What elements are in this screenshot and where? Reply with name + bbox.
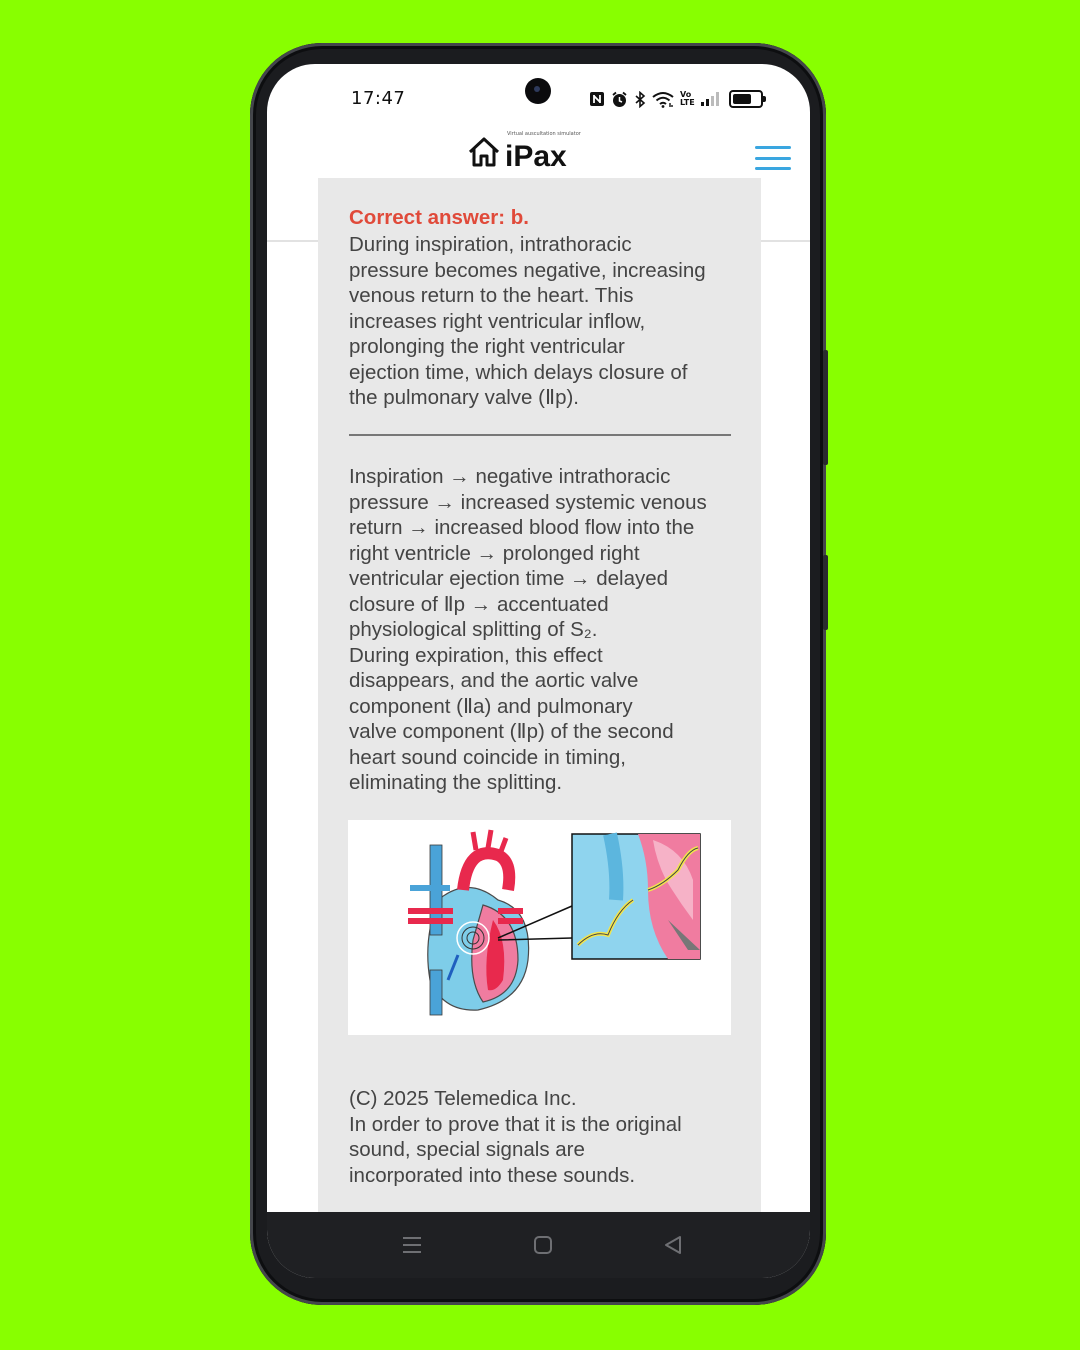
back-triangle-icon[interactable] [658,1232,688,1258]
status-icons [589,88,763,110]
hamburger-menu-icon[interactable] [755,146,791,170]
volte-icon: Vo LTE [680,90,695,107]
front-camera [525,78,551,104]
phone-side-button [823,350,828,465]
answer-panel [318,178,761,1218]
home-square-icon[interactable] [528,1232,558,1258]
alarm-icon [611,91,628,108]
mechanism-explanation [349,464,741,796]
wifi-icon [652,91,674,108]
ipax-logo[interactable] [467,130,581,184]
signal-icon [701,92,719,106]
nfc-icon [589,91,605,107]
home-icon [467,136,501,168]
copyright-section [349,1086,741,1188]
battery-icon [729,90,763,108]
system-nav-bar [267,1212,810,1278]
heart-illustration [408,830,529,1015]
explanation-text: Inspiration → negative intrathoracic pressure → increased systemic venous return → increased blood flow into the right ventricle → prolonged right ventricular ejection time → delayed closure of Ⅱp → accentuated physiological splitting of S₂. During expiration, this effect disappears, and the aortic valve component (Ⅱa) and pulmonary valve component (Ⅱp) of the second heart sound coincide in timing, eliminating the splitting. [349,465,707,794]
logo-tagline: Virtual auscultation simulator [507,131,581,137]
answer-explanation [349,232,739,411]
status-time: 17:47 [351,88,406,109]
copyright-line: (C) 2025 Telemedica Inc. [349,1087,577,1110]
logo-text: iPax [505,140,567,173]
copyright-text: In order to prove that it is the original sound, special signals are incorporated into these sounds. [349,1112,682,1187]
correct-answer-title: Correct answer: b. [349,206,529,229]
answer-text: During inspiration, intrathoracic pressure becomes negative, increasing venous return to the heart. This increases right ventricular inflow, prolonging the right ventricular ejection time, which delays closure of the pulmonary valve (Ⅱp). [349,233,706,409]
status-bar [267,64,810,128]
phone-side-button [823,555,828,630]
phone-screen [267,64,810,1278]
valve-zoom-inset [572,834,700,959]
bluetooth-icon [634,91,646,108]
divider [349,434,731,436]
heart-diagram-illustration [348,820,731,1035]
menu-icon[interactable] [397,1232,427,1258]
